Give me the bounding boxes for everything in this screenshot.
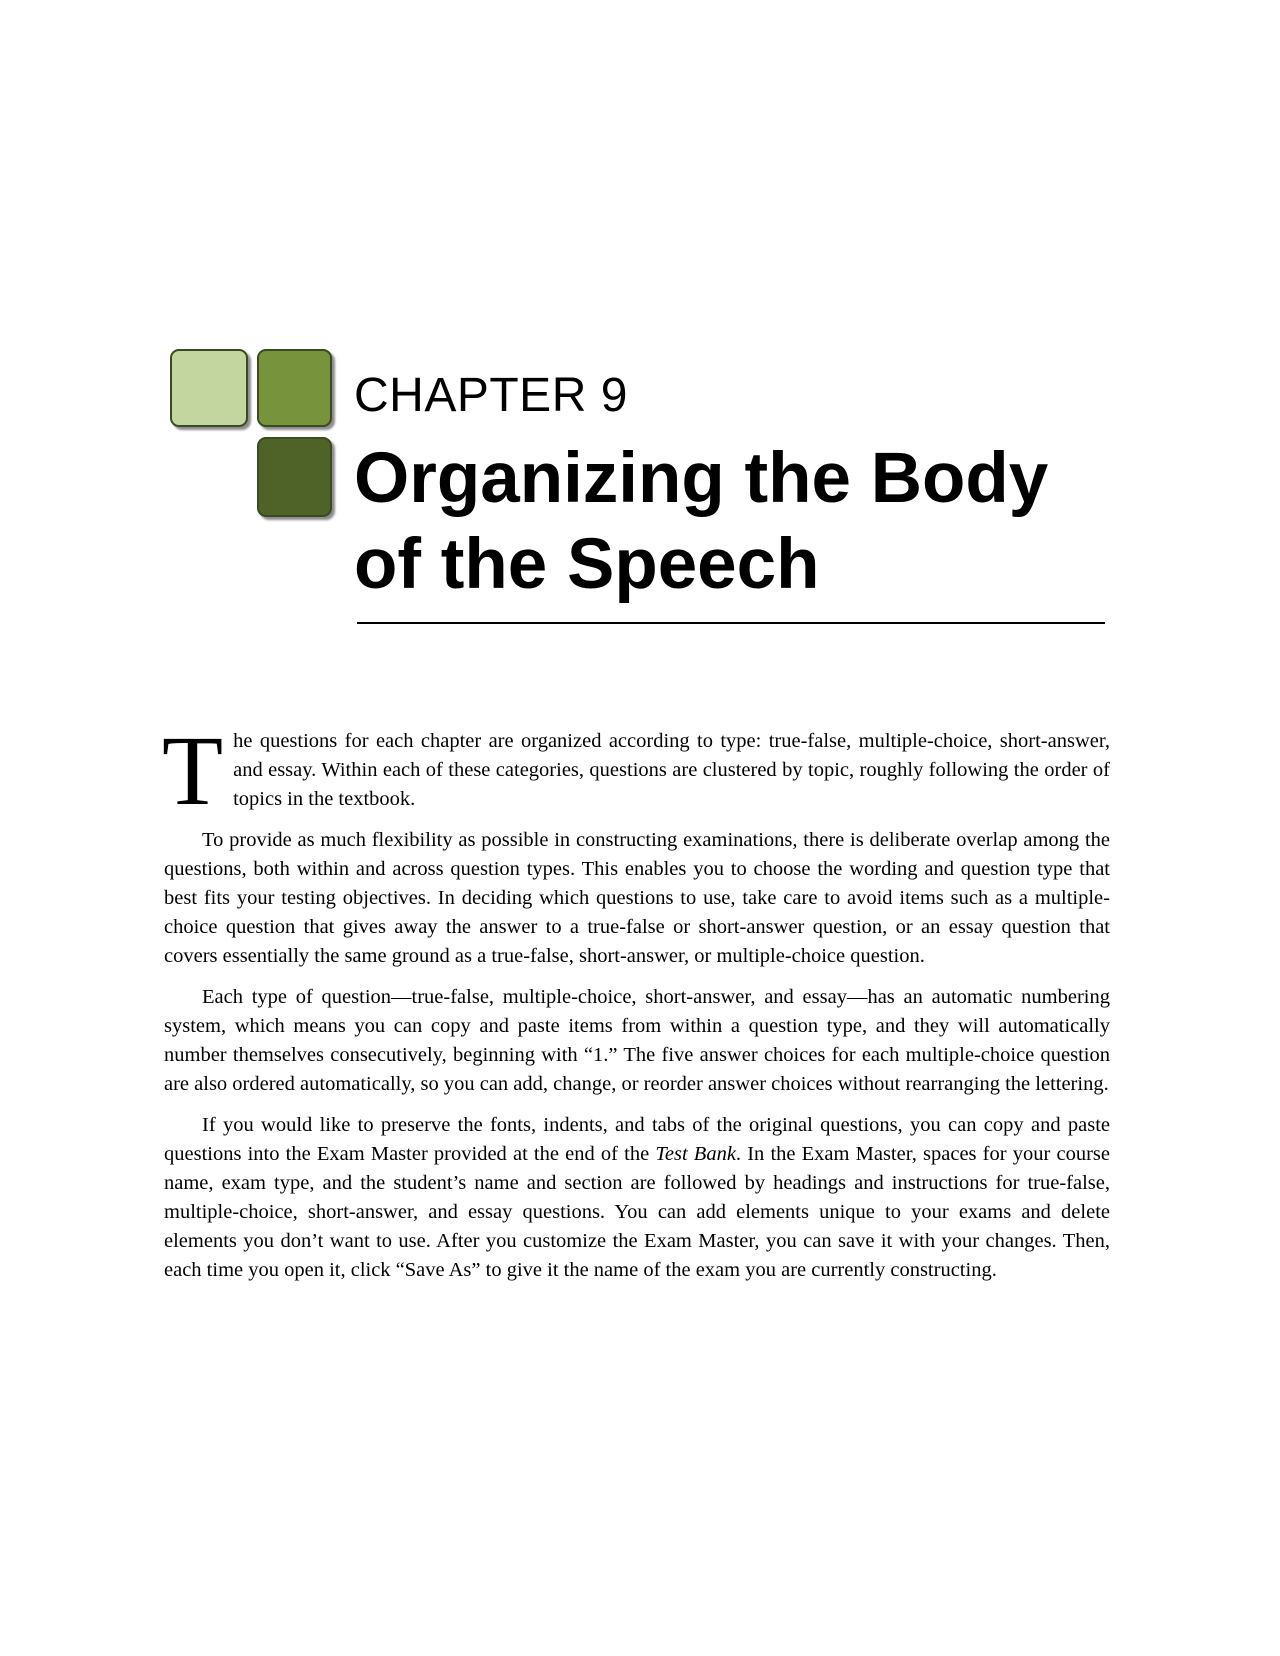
paragraph-4 xyxy=(164,1111,1110,1285)
chapter-title xyxy=(354,436,1134,608)
paragraph-2: To provide as much flexibility as possible in constructing examinations, there is deliberate overlap among the questions, both within and across question types. This enables you to choose the wording and question type that best fits your testing objectives. In deciding which questions to use, take care to avoid items such as a multiple-choice question that gives away the answer to a true-false or short-answer question, or an essay question that covers essentially the same ground as a true-false, short-answer, or multiple-choice question. xyxy=(164,829,1110,967)
drop-cap: T xyxy=(162,715,224,826)
paragraph-4-text-b: . In the Exam Master, spaces for your course name, exam type, and the student’s name and section are followed by headings and instructions for true-false, multiple-choice, short-answer, and essay questions. You can add elements unique to your exams and delete elements you don’t want to use. After you customize the Exam Master, you can save it with your changes. Then, each time you open it, click “Save As” to give it the name of the exam you are currently constructing. xyxy=(164,1143,1110,1281)
decorative-tile-medium xyxy=(257,349,332,427)
decorative-tile-dark xyxy=(257,437,332,517)
paragraph-1 xyxy=(162,715,1110,826)
chapter-title-line-2: of the Speech xyxy=(354,525,820,604)
paragraph-4-text-a: If you would like to preserve the fonts, indents, and tabs of the original questions, you can copy and paste questions into the Exam Master provided at the end of the xyxy=(164,1114,1110,1165)
title-underline-rule xyxy=(357,622,1105,624)
decorative-tile-light xyxy=(170,349,248,427)
test-bank-italic: Test Bank xyxy=(655,1143,736,1165)
paragraph-3: Each type of question—true-false, multiple-choice, short-answer, and essay—has an automatic numbering system, which means you can copy and paste items from within a question type, and they will automatically number themselves consecutively, beginning with “1.” The five answer choices for each multiple-choice question are also ordered automatically, so you can add, change, or reorder answer choices without rearranging the lettering. xyxy=(164,986,1110,1095)
paragraph-1-text: he questions for each chapter are organized according to type: true-false, multiple-choice, short-answer, and essay. Within each of these categories, questions are clustered by topic, roughly following the order of topics in the textbook. xyxy=(233,730,1110,810)
chapter-title-line-1: Organizing the Body xyxy=(354,439,1049,518)
chapter-label: CHAPTER 9 xyxy=(354,369,628,422)
body-text xyxy=(162,715,1110,1297)
